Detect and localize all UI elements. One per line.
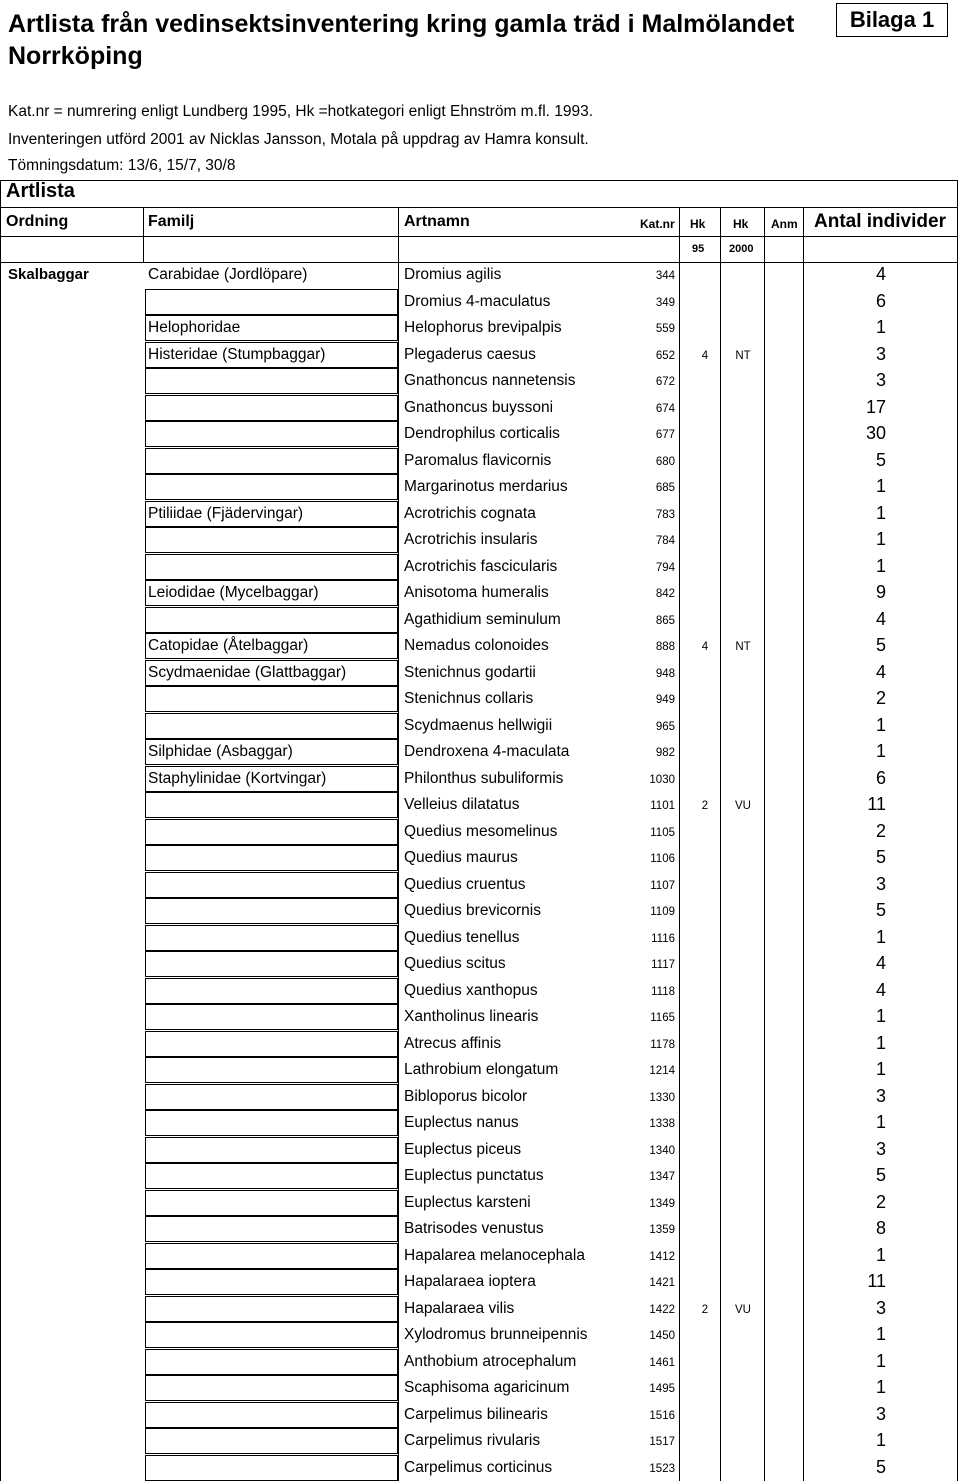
family-cell: Histeridae (Stumpbaggar)	[148, 345, 326, 363]
table-row	[0, 342, 960, 368]
species-name-cell: Nemadus colonoides	[404, 637, 549, 654]
individual-count-cell: 1	[875, 1112, 886, 1132]
table-row	[0, 1084, 960, 1110]
species-name-cell: Acrotrichis insularis	[404, 531, 538, 548]
catalog-number-cell: 1347	[649, 1171, 675, 1183]
individual-count-cell: 4	[875, 953, 886, 973]
species-name-cell: Agathidium seminulum	[404, 610, 561, 628]
table-row	[0, 1455, 960, 1481]
individual-count-cell: 1	[875, 502, 886, 523]
table-row	[0, 1031, 960, 1057]
catalog-number-cell: 842	[655, 588, 675, 600]
individual-count-cell: 4	[875, 661, 886, 682]
col-header-hk2: Hk	[733, 217, 749, 231]
catalog-number-cell: 559	[655, 323, 675, 335]
family-cell-box	[145, 289, 398, 315]
individual-count-cell: 1	[875, 926, 886, 947]
table-row	[0, 527, 960, 553]
table-row	[0, 845, 960, 871]
catalog-number-cell: 1422	[649, 1303, 675, 1316]
catalog-number-cell: 1523	[649, 1462, 675, 1475]
table-row	[0, 315, 960, 341]
section-divider	[0, 207, 958, 208]
individual-count-cell: 8	[875, 1218, 886, 1238]
family-cell: Silphidae (Asbaggar)	[148, 743, 293, 760]
species-name-cell: Margarinotus merdarius	[404, 478, 568, 495]
catalog-number-cell: 1214	[649, 1065, 675, 1077]
table-row	[0, 978, 960, 1004]
col-header-anm: Anm	[771, 217, 798, 231]
section-heading: Artlista	[6, 180, 75, 202]
individual-count-cell: 3	[875, 1297, 886, 1318]
table-row	[0, 1163, 960, 1189]
catalog-number-cell: 1516	[649, 1409, 675, 1422]
col-header-antal: Antal individer	[814, 211, 946, 232]
threat-category-2000-cell: NT	[735, 641, 751, 653]
individual-count-cell: 3	[875, 370, 886, 390]
species-name-cell: Carpelimus corticinus	[404, 1458, 553, 1476]
individual-count-cell: 5	[875, 635, 886, 655]
family-cell-box	[145, 1243, 398, 1269]
individual-count-cell: 1	[875, 1059, 886, 1079]
table-row	[0, 1216, 960, 1242]
family-cell-box	[145, 686, 398, 712]
family-cell-box	[145, 448, 398, 474]
table-row	[0, 819, 960, 845]
family-cell-box	[145, 395, 398, 421]
family-cell-box	[145, 527, 398, 553]
species-name-cell: Atrecus affinis	[404, 1034, 502, 1052]
catalog-number-cell: 1109	[650, 906, 675, 918]
note-inventory: Inventeringen utförd 2001 av Nicklas Jansson, Motala på uppdrag av Hamra konsult.	[8, 131, 589, 148]
species-name-cell: Anthobium atrocephalum	[404, 1352, 577, 1370]
species-name-cell: Acrotrichis cognata	[404, 504, 536, 522]
species-name-cell: Stenichnus godartii	[404, 663, 536, 681]
species-name-cell: Hapalaraea vilis	[404, 1299, 515, 1317]
catalog-number-cell: 674	[655, 402, 675, 415]
species-name-cell: Helophorus brevipalpis	[404, 319, 562, 336]
family-cell-box	[145, 898, 398, 924]
catalog-number-cell: 1178	[650, 1038, 675, 1051]
family-cell-box	[145, 1163, 398, 1189]
table-row	[0, 1243, 960, 1269]
note-dates: Tömningsdatum: 13/6, 15/7, 30/8	[8, 157, 236, 174]
threat-category-2000-cell: NT	[735, 349, 751, 362]
individual-count-cell: 5	[875, 847, 886, 867]
table-row	[0, 395, 960, 421]
catalog-number-cell: 784	[655, 535, 675, 547]
individual-count-cell: 2	[875, 688, 886, 708]
catalog-number-cell: 1101	[650, 800, 675, 812]
catalog-number-cell: 1340	[649, 1144, 675, 1157]
table-row	[0, 1349, 960, 1375]
col-header-familj: Familj	[148, 213, 195, 230]
table-row	[0, 713, 960, 739]
species-name-cell: Euplectus piceus	[404, 1140, 522, 1158]
table-row	[0, 580, 960, 606]
col-header-ordning: Ordning	[6, 213, 69, 230]
catalog-number-cell: 1412	[649, 1250, 675, 1263]
species-name-cell: Quedius maurus	[404, 849, 518, 866]
species-name-cell: Bibloporus bicolor	[404, 1087, 528, 1105]
species-name-cell: Philonthus subuliformis	[404, 769, 564, 787]
individual-count-cell: 1	[875, 1350, 886, 1371]
catalog-number-cell: 1421	[649, 1277, 675, 1289]
individual-count-cell: 3	[875, 1403, 886, 1424]
individual-count-cell: 1	[875, 714, 886, 735]
species-name-cell: Batrisodes venustus	[404, 1220, 544, 1237]
table-row	[0, 1004, 960, 1030]
table-row	[0, 1296, 960, 1322]
species-name-cell: Scydmaenus hellwigii	[404, 716, 553, 734]
family-cell: Ptiliidae (Fjädervingar)	[148, 504, 304, 522]
species-name-cell: Acrotrichis fascicularis	[404, 557, 558, 575]
individual-count-cell: 9	[875, 582, 886, 602]
table-row	[0, 686, 960, 712]
individual-count-cell: 2	[875, 1191, 886, 1212]
threat-category-95-cell: 2	[701, 800, 709, 812]
family-cell: Staphylinidae (Kortvingar)	[148, 769, 327, 787]
species-name-cell: Paromalus flavicornis	[404, 451, 552, 469]
individual-count-cell: 6	[875, 767, 886, 788]
catalog-number-cell: 1107	[650, 879, 675, 892]
family-cell-box	[145, 1375, 398, 1401]
individual-count-cell: 1	[875, 1377, 886, 1397]
catalog-number-cell: 965	[655, 720, 675, 733]
appendix-label: Bilaga 1	[836, 3, 948, 37]
family-cell: Catopidae (Åtelbaggar)	[148, 637, 309, 654]
catalog-number-cell: 685	[655, 482, 675, 494]
col-header-hk1: Hk	[690, 217, 706, 231]
catalog-number-cell: 794	[655, 561, 675, 574]
family-cell-box	[145, 1084, 398, 1110]
family-cell: Scydmaenidae (Glattbaggar)	[148, 663, 347, 681]
species-name-cell: Dromius agilis	[404, 266, 502, 283]
species-name-cell: Quedius mesomelinus	[404, 822, 558, 840]
catalog-number-cell: 1330	[649, 1091, 675, 1104]
table-row	[0, 951, 960, 977]
individual-count-cell: 11	[867, 1271, 886, 1291]
table-row	[0, 289, 960, 315]
catalog-number-cell: 672	[655, 376, 675, 388]
family-cell-box	[145, 1455, 398, 1481]
individual-count-cell: 1	[875, 555, 886, 576]
individual-count-cell: 1	[875, 1244, 886, 1265]
table-row	[0, 421, 960, 447]
species-name-cell: Velleius dilatatus	[404, 796, 520, 813]
catalog-number-cell: 1349	[649, 1197, 675, 1210]
family-cell-box	[145, 819, 398, 845]
catalog-number-cell: 783	[655, 508, 675, 521]
table-row	[0, 1190, 960, 1216]
family-cell-box	[145, 978, 398, 1004]
catalog-number-cell: 1338	[649, 1118, 675, 1130]
catalog-number-cell: 652	[655, 349, 675, 362]
catalog-number-cell: 1461	[649, 1356, 675, 1369]
species-name-cell: Quedius scitus	[404, 955, 506, 972]
individual-count-cell: 1	[875, 317, 886, 337]
catalog-number-cell: 982	[655, 747, 675, 759]
family-cell-box	[145, 1004, 398, 1030]
individual-count-cell: 1	[875, 476, 886, 496]
species-name-cell: Scaphisoma agaricinum	[404, 1379, 570, 1396]
species-name-cell: Stenichnus collaris	[404, 690, 534, 707]
family-cell-box	[145, 421, 398, 447]
individual-count-cell: 5	[875, 1456, 886, 1477]
catalog-number-cell: 349	[655, 296, 675, 309]
family-cell-box	[145, 1190, 398, 1216]
table-row	[0, 368, 960, 394]
individual-count-cell: 5	[875, 900, 886, 920]
family-cell-box	[145, 368, 398, 394]
table-row	[0, 739, 960, 765]
individual-count-cell: 3	[875, 343, 886, 364]
table-row	[0, 1402, 960, 1428]
family-cell-box	[145, 845, 398, 871]
family-cell-box	[145, 1269, 398, 1295]
species-name-cell: Dromius 4-maculatus	[404, 292, 551, 310]
catalog-number-cell: 1495	[649, 1383, 675, 1395]
species-name-cell: Anisotoma humeralis	[404, 584, 549, 601]
individual-count-cell: 1	[875, 1324, 886, 1344]
family-cell-box	[145, 1031, 398, 1057]
individual-count-cell: 4	[875, 608, 886, 629]
individual-count-cell: 3	[875, 873, 886, 894]
species-name-cell: Gnathoncus buyssoni	[404, 398, 554, 416]
species-name-cell: Euplectus nanus	[404, 1114, 519, 1131]
species-name-cell: Quedius brevicornis	[404, 902, 541, 919]
catalog-number-cell: 1116	[651, 932, 675, 945]
catalog-number-cell: 680	[655, 455, 675, 468]
individual-count-cell: 5	[875, 449, 886, 470]
table-row	[0, 1322, 960, 1348]
table-row	[0, 660, 960, 686]
family-cell-box	[145, 1402, 398, 1428]
table-row	[0, 1137, 960, 1163]
species-name-cell: Dendroxena 4-maculata	[404, 743, 570, 760]
table-row	[0, 1269, 960, 1295]
table-row	[0, 1110, 960, 1136]
individual-count-cell: 5	[875, 1165, 886, 1185]
individual-count-cell: 17	[865, 396, 886, 417]
catalog-number-cell: 677	[655, 429, 675, 441]
table-row	[0, 448, 960, 474]
family-cell-box	[145, 1110, 398, 1136]
individual-count-cell: 4	[875, 264, 886, 284]
catalog-number-cell: 1517	[649, 1436, 675, 1448]
table-row	[0, 792, 960, 818]
individual-count-cell: 3	[875, 1085, 886, 1106]
individual-count-cell: 3	[875, 1138, 886, 1159]
species-name-cell: Lathrobium elongatum	[404, 1061, 559, 1078]
table-row	[0, 925, 960, 951]
species-name-cell: Carpelimus bilinearis	[404, 1405, 548, 1423]
catalog-number-cell: 1359	[649, 1224, 675, 1236]
catalog-number-cell: 1106	[650, 853, 675, 865]
table-row	[0, 1428, 960, 1454]
species-name-cell: Hapalaraea ioptera	[404, 1273, 536, 1290]
catalog-number-cell: 1450	[649, 1330, 675, 1342]
threat-category-95-cell: 2	[701, 1303, 709, 1316]
individual-count-cell: 1	[875, 1032, 886, 1053]
catalog-number-cell: 344	[655, 270, 675, 282]
species-name-cell: Euplectus punctatus	[404, 1167, 544, 1184]
catalog-number-cell: 1117	[651, 959, 675, 971]
threat-category-2000-cell: VU	[735, 800, 751, 812]
table-row	[0, 262, 960, 288]
table-row	[0, 554, 960, 580]
individual-count-cell: 6	[875, 290, 886, 311]
table-row	[0, 1057, 960, 1083]
family-cell: Helophoridae	[148, 319, 241, 336]
family-cell-box	[145, 1137, 398, 1163]
family-cell-box	[145, 1216, 398, 1242]
species-name-cell: Carpelimus rivularis	[404, 1432, 541, 1449]
family-cell-box	[145, 951, 398, 977]
family-cell-box	[145, 1296, 398, 1322]
family-cell-box	[145, 474, 398, 500]
catalog-number-cell: 1105	[650, 826, 675, 839]
species-name-cell: Quedius xanthopus	[404, 981, 538, 999]
individual-count-cell: 11	[867, 794, 886, 814]
family-cell-box	[145, 554, 398, 580]
catalog-number-cell: 888	[655, 641, 675, 653]
document-title: Artlista från vedinsektsinventering kring gamla träd i Malmölandet Norrköping	[8, 10, 795, 70]
individual-count-cell: 30	[865, 423, 886, 443]
catalog-number-cell: 1165	[650, 1012, 675, 1024]
family-cell: Carabidae (Jordlöpare)	[148, 266, 308, 283]
species-name-cell: Euplectus karsteni	[404, 1193, 531, 1211]
threat-category-2000-cell: VU	[735, 1303, 751, 1316]
table-row	[0, 1375, 960, 1401]
table-row	[0, 898, 960, 924]
family-cell: Leiodidae (Mycelbaggar)	[148, 584, 319, 601]
threat-category-95-cell: 4	[701, 349, 709, 362]
family-cell-box	[145, 1057, 398, 1083]
species-name-cell: Xylodromus brunneipennis	[404, 1326, 588, 1343]
species-name-cell: Quedius cruentus	[404, 875, 526, 893]
family-cell-box	[145, 872, 398, 898]
table-row	[0, 766, 960, 792]
table-row	[0, 501, 960, 527]
catalog-number-cell: 865	[655, 614, 675, 627]
col-header-hk1-year: 95	[692, 243, 705, 255]
catalog-number-cell: 1030	[649, 773, 675, 786]
species-name-cell: Dendrophilus corticalis	[404, 425, 560, 442]
species-name-cell: Xantholinus linearis	[404, 1008, 539, 1025]
family-cell-box	[145, 607, 398, 633]
col-divider-ordning	[143, 207, 144, 263]
table-row	[0, 474, 960, 500]
threat-category-95-cell: 4	[701, 641, 709, 653]
col-header-hk2-year: 2000	[729, 243, 754, 255]
individual-count-cell: 1	[875, 529, 886, 549]
catalog-number-cell: 948	[655, 667, 675, 680]
family-cell-box	[145, 1322, 398, 1348]
family-cell-box	[145, 1428, 398, 1454]
individual-count-cell: 1	[875, 741, 886, 761]
order-cell: Skalbaggar	[8, 266, 89, 283]
family-cell-box	[145, 713, 398, 739]
family-cell-box	[145, 792, 398, 818]
species-name-cell: Plegaderus caesus	[404, 345, 536, 363]
col-header-artnamn: Artnamn	[404, 213, 470, 230]
individual-count-cell: 2	[875, 820, 886, 841]
individual-count-cell: 1	[875, 1430, 886, 1450]
table-top-border	[0, 180, 958, 181]
individual-count-cell: 4	[875, 979, 886, 1000]
species-name-cell: Gnathoncus nannetensis	[404, 372, 576, 389]
family-cell-box	[145, 1349, 398, 1375]
table-row	[0, 872, 960, 898]
individual-count-cell: 1	[875, 1006, 886, 1026]
catalog-number-cell: 1118	[651, 985, 675, 998]
species-name-cell: Hapalarea melanocephala	[404, 1246, 585, 1264]
table-row	[0, 633, 960, 659]
note-katnr: Kat.nr = numrering enligt Lundberg 1995, Hk =hotkategori enligt Ehnström m.fl. 1993.	[8, 103, 594, 120]
table-row	[0, 607, 960, 633]
col-header-katnr: Kat.nr	[640, 217, 675, 231]
catalog-number-cell: 949	[655, 694, 675, 706]
species-name-cell: Quedius tenellus	[404, 928, 520, 946]
family-cell-box	[145, 925, 398, 951]
